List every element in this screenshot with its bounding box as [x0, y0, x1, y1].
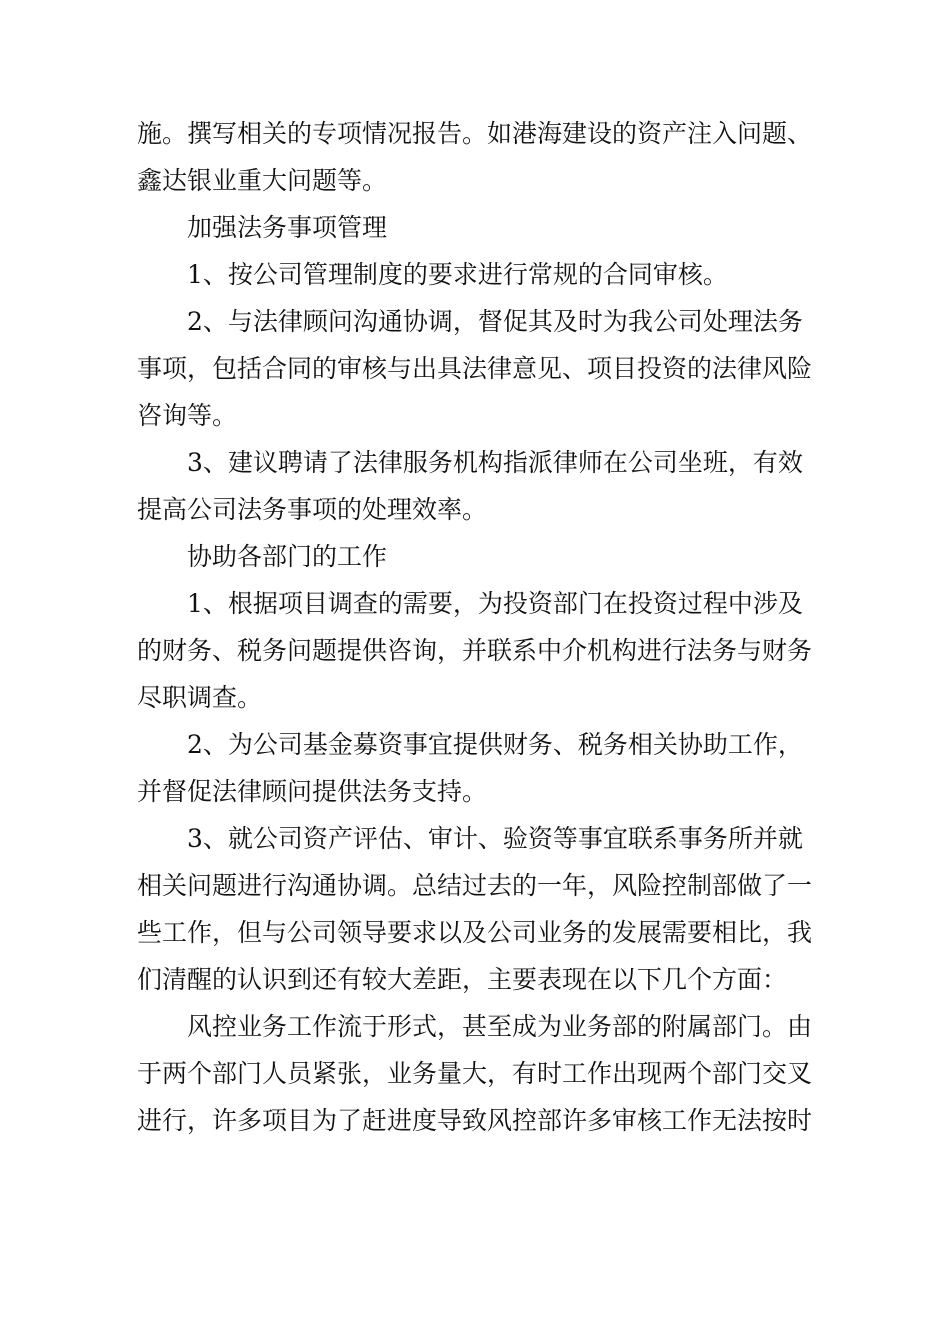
text-line: 的财务、税务问题提供咨询，并联系中介机构进行法务与财务 [137, 636, 813, 665]
section-heading-assist-departments: 协助各部门的工作 [187, 542, 388, 571]
text-line: 们清醒的认识到还有较大差距，主要表现在以下几个方面： [137, 965, 788, 994]
text-line: 施。撰写相关的专项情况报告。如港海建设的资产注入问题、 [137, 119, 813, 148]
text-line: 1、按公司管理制度的要求进行常规的合同审核。 [187, 260, 728, 289]
text-line: 事项，包括合同的审核与出具法律意见、项目投资的法律风险 [137, 354, 813, 383]
text-line: 3、就公司资产评估、审计、验资等事宜联系事务所并就 [187, 824, 803, 853]
text-line: 鑫达银业重大问题等。 [137, 166, 388, 195]
text-line: 相关问题进行沟通协调。总结过去的一年，风险控制部做了一 [137, 871, 813, 900]
text-line: 进行，许多项目为了赶进度导致风控部许多审核工作无法按时 [137, 1106, 813, 1135]
text-line: 提高公司法务事项的处理效率。 [137, 495, 488, 524]
text-line: 1、根据项目调查的需要，为投资部门在投资过程中涉及 [187, 589, 803, 618]
text-line: 于两个部门人员紧张，业务量大，有时工作出现两个部门交叉 [137, 1059, 813, 1088]
text-line: 2、为公司基金募资事宜提供财务、税务相关协助工作， [187, 730, 803, 759]
text-line: 咨询等。 [137, 401, 238, 430]
text-line: 并督促法律顾问提供法务支持。 [137, 777, 488, 806]
section-heading-legal-affairs: 加强法务事项管理 [187, 213, 388, 242]
text-line: 些工作，但与公司领导要求以及公司业务的发展需要相比，我 [137, 918, 813, 947]
text-line: 风控业务工作流于形式，甚至成为业务部的附属部门。由 [187, 1012, 813, 1041]
text-line: 3、建议聘请了法律服务机构指派律师在公司坐班，有效 [187, 448, 803, 477]
text-line: 2、与法律顾问沟通协调，督促其及时为我公司处理法务 [187, 307, 803, 336]
document-body [137, 110, 837, 1144]
text-line: 尽职调查。 [137, 683, 263, 712]
